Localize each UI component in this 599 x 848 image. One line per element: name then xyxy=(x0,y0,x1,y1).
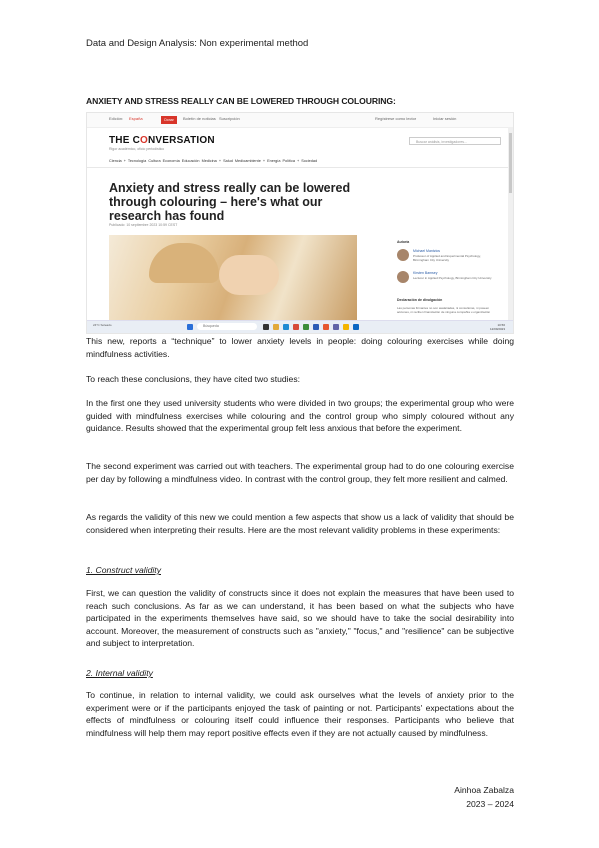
edge-icon xyxy=(283,324,289,330)
author-desc: Professor of Applied and Experimental Psychology, Birmingham City University xyxy=(413,254,481,262)
paragraph-validity: As regards the validity of this new we could mention a few aspects that show us a lack of validity that should be considered when interpreting their results. Here are the most relevant validity problems in these experiments: xyxy=(86,512,514,535)
author-item xyxy=(397,271,497,291)
weather-widget: 24°C Soleado xyxy=(93,323,112,327)
section-heading-internal: 2. Internal validity xyxy=(86,668,153,678)
site-nav: Ciencia + Tecnología Cultura Economía Educación Medicina + Salud Medioambiente + Energía Política + Sociedad xyxy=(109,159,318,163)
topbar-region: España xyxy=(129,116,143,121)
author-name: Michael Mantzios xyxy=(413,249,441,253)
powerpoint-icon xyxy=(323,324,329,330)
windows-icon xyxy=(187,324,193,330)
disclosure-text: Las personas firmantes no son asalariadas, ni consultoras, ni poseen acciones, ni reciben financiación de ninguna compañía u organización xyxy=(397,306,491,314)
donate-button: Donar xyxy=(161,116,177,124)
topbar-login: Iniciar sesión xyxy=(433,116,457,121)
scrollbar xyxy=(508,127,513,323)
taskbar-search: Búsqueda xyxy=(197,323,257,330)
outlook-icon xyxy=(353,324,359,330)
teams-icon xyxy=(333,324,339,330)
office-icon xyxy=(293,324,299,330)
paragraph-studies: To reach these conclusions, they have cited two studies: xyxy=(86,374,301,384)
author-desc: Lecturer in Applied Psychology, Birmingham City University xyxy=(413,276,492,280)
article-headline: Anxiety and stress really can be lowered through colouring – here's what our research has found xyxy=(109,181,351,223)
folder-icon xyxy=(273,324,279,330)
taskview-icon xyxy=(263,324,269,330)
paragraph-second-study: The second experiment was carried out with teachers. The experimental group had to do one colouring exercise per day by following a mindfulness video. In contrast with the control group, they felt more resilient and calmed. xyxy=(86,461,514,484)
document-title: ANXIETY AND STRESS REALLY CAN BE LOWERED THROUGH COLOURING: xyxy=(86,96,396,106)
section-heading-construct: 1. Construct validity xyxy=(86,565,161,575)
scrollbar-thumb xyxy=(509,133,512,193)
paragraph-first-study: In the first one they used university students who were divided in two groups; the experimental group who were guided with mindfulness exercises while colouring and the control group who simply coloured without any guidance. Results showed that the experimental group felt less anxious that before the experiment. xyxy=(86,398,514,433)
paragraph-intro: This new, reports a “technique” to lower anxiety levels in people: doing colouring exercises while doing mindfulness activities. xyxy=(86,336,514,359)
page-header: Data and Design Analysis: Non experimental method xyxy=(86,38,309,49)
article-photo xyxy=(109,235,357,323)
topbar-edition: Edición: xyxy=(109,116,124,121)
sidebar-heading: Autoría xyxy=(397,240,410,244)
avatar xyxy=(397,249,409,261)
chrome-icon xyxy=(343,324,349,330)
excel-icon xyxy=(303,324,309,330)
taskbar xyxy=(87,320,513,333)
site-logo: THE CONVERSATION xyxy=(109,135,215,146)
photo-hair xyxy=(149,243,219,283)
disclosure-heading: Declaración de divulgación xyxy=(397,298,443,302)
site-topbar xyxy=(87,113,513,128)
avatar xyxy=(397,271,409,283)
nav-divider xyxy=(87,167,513,168)
article-screenshot xyxy=(86,112,514,334)
topbar-subscribe: Suscripción xyxy=(219,116,240,121)
author-name: Kirsten Bamsey xyxy=(413,271,438,275)
topbar-register: Regístrese como lector xyxy=(375,116,417,121)
paragraph-construct: First, we can question the validity of constructs since it does not explain the measures that have been used to reach such conclusions. As far as we can understand, it has been based on what the subjects who have participated in the experiments themselves have said, so we should have to take the social desirability into account. Moreover, the measurement of constructs such as "anxiety," "focus," and "resilience" can be subjective and subject to interpretation. xyxy=(86,588,514,648)
article-date: Publicado: 10 septiembre 2023 10:59 CEST xyxy=(109,223,178,227)
photo-face xyxy=(219,255,279,295)
taskbar-clock: 10:56 12/09/2023 xyxy=(489,323,505,331)
topbar-newsletter: Boletín de noticias xyxy=(183,116,216,121)
author-item xyxy=(397,249,497,269)
site-search-input: Buscar análisis, investigadores... xyxy=(409,137,501,145)
word-icon xyxy=(313,324,319,330)
academic-years: 2023 – 2024 xyxy=(466,799,514,809)
paragraph-internal: To continue, in relation to internal validity, we could ask ourselves what the levels of anxiety prior to the experiment were or if the participants enjoyed the task of painting or not. Participants' expectations about the effects of mindfulness or colouring itself could influence their responses. Participants who believe that mindfulness will help them may report positive effects even if they are not actually caused by mindfulness. xyxy=(86,690,514,738)
site-tagline: Rigor académico, oficio periodístico xyxy=(109,147,165,151)
author-signature: Ainhoa Zabalza xyxy=(454,785,514,795)
